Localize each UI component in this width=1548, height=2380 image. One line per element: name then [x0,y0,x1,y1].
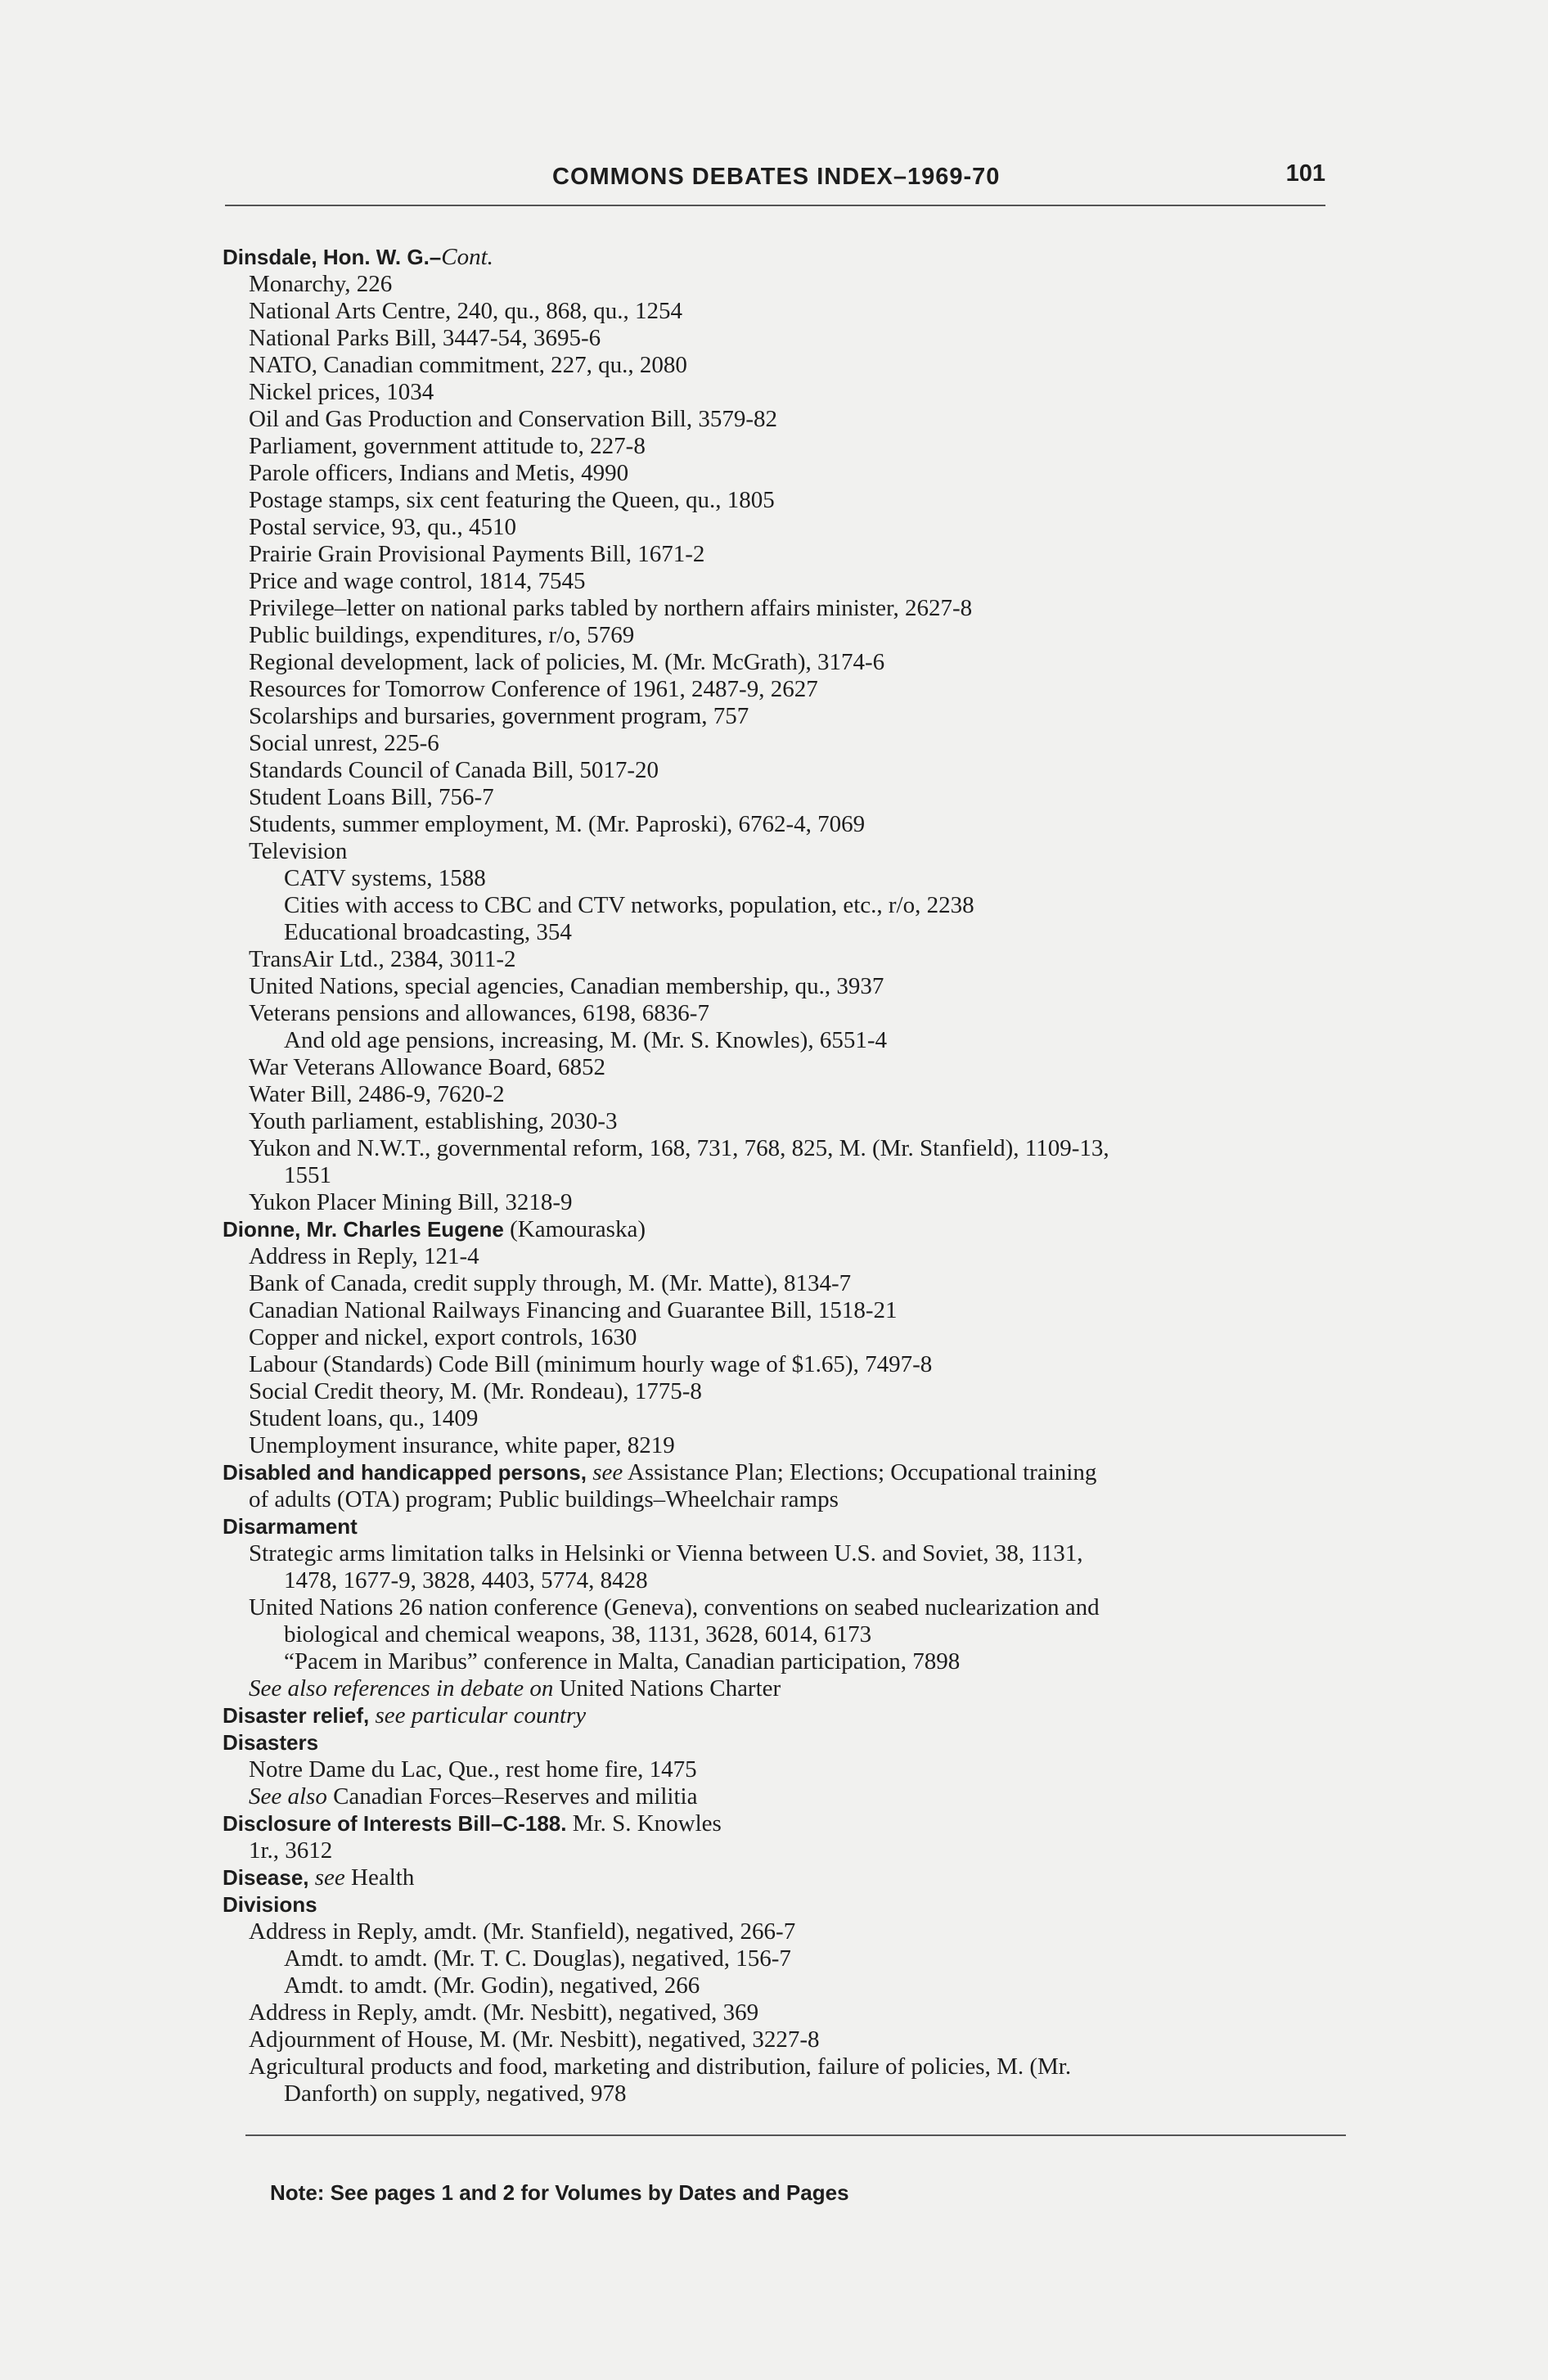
index-heading [223,1864,1352,1891]
index-entry [223,1405,1352,1432]
entry-text: Social unrest, 225-6 [249,730,439,756]
index-entry [223,703,1352,730]
entry-text: Unemployment insurance, white paper, 8219 [249,1432,675,1458]
index-entry [223,1324,1352,1351]
entry-text: Canadian Forces–Reserves and militia [326,1783,698,1810]
index-entry [223,487,1352,514]
entry-text: Cont. [441,244,493,270]
entry-text: United Nations, special agencies, Canadian membership, qu., 3937 [249,973,884,999]
entry-text: CATV systems, 1588 [284,865,486,891]
entry-heading-text: Disasters [223,1730,319,1755]
footer-note: Note: See pages 1 and 2 for Volumes by Dates and Pages [270,2180,849,2205]
entry-heading-text: Divisions [223,1892,317,1917]
entry-text: Adjournment of House, M. (Mr. Nesbitt), negatived, 3227-8 [249,2026,820,2053]
index-entries [223,244,1352,2107]
index-heading [223,1702,1352,1729]
index-entry [223,622,1352,649]
entry-text: Standards Council of Canada Bill, 5017-20 [249,757,659,783]
entry-text: Canadian National Railways Financing and Guarantee Bill, 1518-21 [249,1297,898,1323]
entry-text: Address in Reply, amdt. (Mr. Nesbitt), negatived, 369 [249,1999,759,2026]
index-entry [223,1594,1352,1621]
entry-text: see [314,1864,345,1891]
index-entry [223,649,1352,676]
entry-text: National Parks Bill, 3447-54, 3695-6 [249,325,601,351]
index-entry [223,1540,1352,1567]
entry-text: Labour (Standards) Code Bill (minimum hourly wage of $1.65), 7497-8 [249,1351,933,1377]
index-heading [223,244,1352,271]
index-entry [223,595,1352,622]
entry-text: Strategic arms limitation talks in Helsinki or Vienna between U.S. and Soviet, 38, 1131, [249,1540,1083,1566]
index-entry [223,1243,1352,1270]
entry-text: Privilege–letter on national parks tabled by northern affairs minister, 2627-8 [249,595,973,621]
index-entry [223,2026,1352,2053]
index-heading [223,1216,1352,1243]
index-entry [223,460,1352,487]
entry-text: 1r., 3612 [249,1837,333,1864]
entry-text: biological and chemical weapons, 38, 1131, 3628, 6014, 6173 [284,1621,872,1648]
index-entry [223,1108,1352,1135]
entry-text: Monarchy, 226 [249,271,393,297]
entry-text: Assistance Plan; Elections; Occupational training [623,1459,1097,1485]
entry-heading-text: Disabled and handicapped persons, [223,1460,593,1485]
index-entry [223,1486,1352,1513]
index-entry [223,757,1352,784]
entry-text: Regional development, lack of policies, M. (Mr. McGrath), 3174-6 [249,649,885,675]
index-entry [223,1945,1352,1972]
index-entry [223,838,1352,865]
index-entry [223,541,1352,568]
entry-text: Water Bill, 2486-9, 7620-2 [249,1081,505,1107]
index-entry [223,1351,1352,1378]
entry-text: Student Loans Bill, 756-7 [249,784,494,810]
page-header [225,156,1325,206]
entry-text: Scolarships and bursaries, government program, 757 [249,703,749,729]
entry-text: Danforth) on supply, negatived, 978 [284,2080,627,2107]
index-heading [223,1513,1352,1540]
entry-text: 1478, 1677-9, 3828, 4403, 5774, 8428 [284,1567,648,1593]
index-entry [223,1756,1352,1783]
entry-text: “Pacem in Maribus” conference in Malta, Canadian participation, 7898 [284,1648,961,1675]
index-heading [223,1459,1352,1486]
entry-text: Yukon Placer Mining Bill, 3218-9 [249,1189,573,1215]
entry-text: Amdt. to amdt. (Mr. Godin), negatived, 266 [284,1972,700,1999]
entry-text: Mr. S. Knowles [566,1810,722,1837]
index-entry [223,1432,1352,1459]
index-entry [223,433,1352,460]
entry-text: And old age pensions, increasing, M. (Mr. S. Knowles), 6551-4 [284,1027,887,1053]
entry-text: Public buildings, expenditures, r/o, 5769 [249,622,635,648]
entry-text: Health [344,1864,415,1891]
entry-text: Amdt. to amdt. (Mr. T. C. Douglas), negatived, 156-7 [284,1945,791,1972]
index-heading [223,1810,1352,1837]
index-entry [223,1972,1352,1999]
entry-text: Television [249,838,348,864]
footer-rule [245,2134,1346,2136]
index-entry [223,1135,1352,1162]
index-entry [223,1918,1352,1945]
running-title: COMMONS DEBATES INDEX–1969-70 [552,164,1001,190]
entry-text: Address in Reply, amdt. (Mr. Stanfield), negatived, 266-7 [249,1918,796,1945]
index-entry [223,1027,1352,1054]
index-entry [223,1000,1352,1027]
entry-heading-text: Disaster relief, [223,1703,376,1728]
page-number: 101 [1285,160,1325,187]
index-entry [223,811,1352,838]
index-entry [223,568,1352,595]
entry-text: TransAir Ltd., 2384, 3011-2 [249,946,516,972]
entry-text: United Nations Charter [553,1675,781,1702]
index-entry [223,2080,1352,2107]
entry-text: War Veterans Allowance Board, 6852 [249,1054,606,1080]
index-entry [223,1675,1352,1702]
index-entry [223,865,1352,892]
index-heading [223,1891,1352,1918]
entry-text: see particular country [375,1702,587,1729]
index-entry [223,1648,1352,1675]
entry-text: Oil and Gas Production and Conservation Bill, 3579-82 [249,406,777,432]
index-entry [223,892,1352,919]
entry-text: of adults (OTA) program; Public buildings–Wheelchair ramps [249,1486,839,1512]
entry-text: Agricultural products and food, marketing and distribution, failure of policies, M. (Mr. [249,2053,1072,2080]
entry-text: 1551 [284,1162,331,1188]
entry-heading-text: Disclosure of Interests Bill–C-188. [223,1811,567,1836]
index-entry [223,2053,1352,2080]
index-entry [223,1567,1352,1594]
entry-text: NATO, Canadian commitment, 227, qu., 2080 [249,352,687,378]
entry-text: Price and wage control, 1814, 7545 [249,568,586,594]
entry-text: Veterans pensions and allowances, 6198, 6836-7 [249,1000,709,1026]
entry-text: (Kamouraska) [503,1216,646,1242]
index-entry [223,271,1352,298]
entry-heading-text: Dionne, Mr. Charles Eugene [223,1217,504,1242]
entry-heading-text: Disarmament [223,1514,358,1539]
index-entry [223,676,1352,703]
index-entry [223,1081,1352,1108]
entry-text: Bank of Canada, credit supply through, M. (Mr. Matte), 8134-7 [249,1270,852,1296]
entry-heading-text: Dinsdale, Hon. W. G.– [223,245,442,269]
entry-text: Educational broadcasting, 354 [284,919,572,945]
entry-text: Address in Reply, 121-4 [249,1243,479,1269]
entry-text: Yukon and N.W.T., governmental reform, 168, 731, 768, 825, M. (Mr. Stanfield), 1109-13, [249,1135,1109,1161]
entry-text: Parliament, government attitude to, 227-8 [249,433,646,459]
index-entry [223,1270,1352,1297]
entry-text: See also [249,1783,327,1810]
index-entry [223,784,1352,811]
entry-text: Notre Dame du Lac, Que., rest home fire, 1475 [249,1756,697,1783]
entry-text: Postal service, 93, qu., 4510 [249,514,517,540]
entry-text: Social Credit theory, M. (Mr. Rondeau), 1775-8 [249,1378,702,1404]
index-entry [223,1783,1352,1810]
entry-heading-text: Disease, [223,1865,315,1890]
entry-text: Student loans, qu., 1409 [249,1405,479,1431]
index-entry [223,1837,1352,1864]
entry-text: Nickel prices, 1034 [249,379,434,405]
index-entry [223,946,1352,973]
entry-text: Prairie Grain Provisional Payments Bill, 1671-2 [249,541,705,567]
index-entry [223,1189,1352,1216]
entry-text: Youth parliament, establishing, 2030-3 [249,1108,618,1134]
index-entry [223,1162,1352,1189]
index-entry [223,1378,1352,1405]
entry-text: United Nations 26 nation conference (Geneva), conventions on seabed nuclearization and [249,1594,1100,1620]
entry-text: Parole officers, Indians and Metis, 4990 [249,460,629,486]
index-entry [223,406,1352,433]
index-entry [223,325,1352,352]
index-entry [223,973,1352,1000]
index-entry [223,298,1352,325]
entry-text: National Arts Centre, 240, qu., 868, qu., 1254 [249,298,683,324]
index-entry [223,919,1352,946]
index-entry [223,1297,1352,1324]
entry-text: Resources for Tomorrow Conference of 1961, 2487-9, 2627 [249,676,818,702]
entry-text: Postage stamps, six cent featuring the Queen, qu., 1805 [249,487,775,513]
entry-text: See also references in debate on [249,1675,554,1702]
index-heading [223,1729,1352,1756]
index-entry [223,514,1352,541]
index-entry [223,352,1352,379]
index-entry [223,730,1352,757]
index-entry [223,1054,1352,1081]
index-entry [223,1999,1352,2026]
index-entry [223,379,1352,406]
entry-text: see [592,1459,623,1485]
index-entry [223,1621,1352,1648]
entry-text: Cities with access to CBC and CTV networks, population, etc., r/o, 2238 [284,892,974,918]
entry-text: Students, summer employment, M. (Mr. Paproski), 6762-4, 7069 [249,811,866,837]
entry-text: Copper and nickel, export controls, 1630 [249,1324,637,1350]
